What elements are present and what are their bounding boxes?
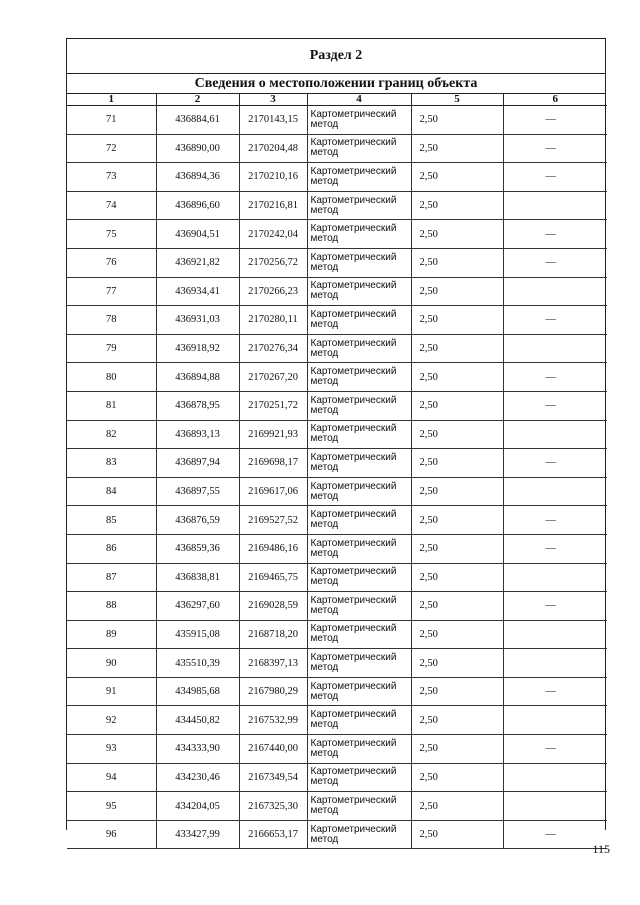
description-cell [503, 763, 607, 792]
method-line-1: Картометрический [310, 737, 397, 749]
method-line-1: Картометрический [310, 223, 397, 235]
table-row [67, 106, 607, 135]
method-line-1: Картометрический [310, 194, 397, 206]
method-line-2: метод [310, 547, 339, 559]
accuracy-cell: 2,50 [411, 449, 503, 478]
table-row [67, 792, 607, 821]
y-coordinate-cell: 2170266,23 [239, 277, 307, 306]
method-line-2: метод [310, 376, 339, 388]
method-line-2: метод [310, 490, 339, 502]
y-coordinate-cell: 2170267,20 [239, 363, 307, 392]
method-line-1: Картометрический [310, 337, 397, 349]
x-coordinate-cell: 436893,13 [156, 420, 239, 449]
method-line-1: Картометрический [310, 251, 397, 263]
description-cell: — [503, 391, 607, 420]
x-coordinate-cell: 436918,92 [156, 334, 239, 363]
description-cell: — [503, 592, 607, 621]
table-row [67, 477, 607, 506]
accuracy-cell: 2,50 [411, 163, 503, 192]
accuracy-cell: 2,50 [411, 706, 503, 735]
x-coordinate-cell: 436838,81 [156, 563, 239, 592]
x-coordinate-cell: 434985,68 [156, 677, 239, 706]
header-row [67, 94, 607, 106]
table-row [67, 334, 607, 363]
accuracy-cell: 2,50 [411, 677, 503, 706]
description-cell: — [503, 248, 607, 277]
method-line-2: метод [310, 233, 339, 245]
method-cell [307, 248, 411, 277]
method-cell [307, 191, 411, 220]
x-coordinate-cell: 433427,99 [156, 820, 239, 849]
method-line-2: метод [310, 433, 339, 445]
x-coordinate-cell: 435510,39 [156, 649, 239, 678]
method-cell [307, 706, 411, 735]
column-header: 2 [156, 94, 239, 106]
method-cell [307, 277, 411, 306]
method-line-1: Картометрический [310, 594, 397, 606]
description-cell [503, 792, 607, 821]
method-line-2: метод [310, 576, 339, 588]
description-cell [503, 563, 607, 592]
method-cell [307, 649, 411, 678]
method-line-2: метод [310, 833, 339, 845]
accuracy-cell: 2,50 [411, 792, 503, 821]
method-line-2: метод [310, 519, 339, 531]
point-number-cell: 76 [67, 248, 156, 277]
table-row [67, 134, 607, 163]
point-number-cell: 81 [67, 391, 156, 420]
method-line-1: Картометрический [310, 709, 397, 721]
point-number-cell: 74 [67, 191, 156, 220]
accuracy-cell: 2,50 [411, 649, 503, 678]
y-coordinate-cell: 2169921,93 [239, 420, 307, 449]
method-line-1: Картометрический [310, 623, 397, 635]
method-line-2: метод [310, 118, 339, 130]
method-line-1: Картометрический [310, 480, 397, 492]
description-cell [503, 620, 607, 649]
y-coordinate-cell: 2170276,34 [239, 334, 307, 363]
description-cell: — [503, 449, 607, 478]
method-line-1: Картометрический [310, 394, 397, 406]
y-coordinate-cell: 2170204,48 [239, 134, 307, 163]
point-number-cell: 94 [67, 763, 156, 792]
method-line-1: Картометрический [310, 509, 397, 521]
point-number-cell: 87 [67, 563, 156, 592]
method-cell [307, 534, 411, 563]
method-line-2: метод [310, 719, 339, 731]
y-coordinate-cell: 2170143,15 [239, 106, 307, 135]
method-line-1: Картометрический [310, 795, 397, 807]
method-cell [307, 477, 411, 506]
point-number-cell: 95 [67, 792, 156, 821]
method-line-2: метод [310, 461, 339, 473]
y-coordinate-cell: 2167980,29 [239, 677, 307, 706]
method-line-2: метод [310, 805, 339, 817]
method-line-2: метод [310, 147, 339, 159]
table-row [67, 735, 607, 764]
method-line-2: метод [310, 290, 339, 302]
x-coordinate-cell: 436859,36 [156, 534, 239, 563]
accuracy-cell: 2,50 [411, 763, 503, 792]
y-coordinate-cell: 2170242,04 [239, 220, 307, 249]
point-number-cell: 91 [67, 677, 156, 706]
accuracy-cell: 2,50 [411, 592, 503, 621]
description-cell [503, 706, 607, 735]
x-coordinate-cell: 436934,41 [156, 277, 239, 306]
table-row [67, 449, 607, 478]
accuracy-cell: 2,50 [411, 191, 503, 220]
x-coordinate-cell: 436897,55 [156, 477, 239, 506]
method-cell [307, 449, 411, 478]
description-cell [503, 649, 607, 678]
table-row [67, 220, 607, 249]
method-cell [307, 420, 411, 449]
accuracy-cell: 2,50 [411, 563, 503, 592]
method-cell [307, 677, 411, 706]
method-cell [307, 306, 411, 335]
section-title: Раздел 2 [67, 39, 605, 74]
table-row [67, 763, 607, 792]
table-row [67, 649, 607, 678]
method-line-2: метод [310, 318, 339, 330]
description-cell: — [503, 106, 607, 135]
table-row [67, 820, 607, 849]
method-line-1: Картометрический [310, 137, 397, 149]
method-line-2: метод [310, 776, 339, 788]
x-coordinate-cell: 435915,08 [156, 620, 239, 649]
method-line-1: Картометрический [310, 766, 397, 778]
point-number-cell: 75 [67, 220, 156, 249]
y-coordinate-cell: 2169698,17 [239, 449, 307, 478]
method-cell [307, 592, 411, 621]
column-header: 4 [307, 94, 411, 106]
point-number-cell: 85 [67, 506, 156, 535]
x-coordinate-cell: 436894,36 [156, 163, 239, 192]
method-cell [307, 363, 411, 392]
method-line-1: Картометрический [310, 423, 397, 435]
description-cell: — [503, 820, 607, 849]
accuracy-cell: 2,50 [411, 420, 503, 449]
x-coordinate-cell: 434230,46 [156, 763, 239, 792]
method-line-1: Картометрический [310, 680, 397, 692]
method-cell [307, 620, 411, 649]
description-cell [503, 477, 607, 506]
y-coordinate-cell: 2169527,52 [239, 506, 307, 535]
x-coordinate-cell: 436876,59 [156, 506, 239, 535]
table-row [67, 592, 607, 621]
description-cell: — [503, 363, 607, 392]
y-coordinate-cell: 2168397,13 [239, 649, 307, 678]
method-cell [307, 792, 411, 821]
y-coordinate-cell: 2170251,72 [239, 391, 307, 420]
description-cell [503, 191, 607, 220]
method-line-1: Картометрический [310, 366, 397, 378]
method-line-2: метод [310, 747, 339, 759]
method-cell [307, 134, 411, 163]
accuracy-cell: 2,50 [411, 620, 503, 649]
x-coordinate-cell: 436884,61 [156, 106, 239, 135]
method-line-2: метод [310, 261, 339, 273]
x-coordinate-cell: 436297,60 [156, 592, 239, 621]
table-row [67, 677, 607, 706]
method-line-1: Картометрический [310, 566, 397, 578]
method-line-2: метод [310, 404, 339, 416]
method-line-1: Картометрический [310, 823, 397, 835]
accuracy-cell: 2,50 [411, 220, 503, 249]
accuracy-cell: 2,50 [411, 334, 503, 363]
method-line-1: Картометрический [310, 165, 397, 177]
page-number: 115 [592, 842, 610, 856]
description-cell: — [503, 220, 607, 249]
y-coordinate-cell: 2167325,30 [239, 792, 307, 821]
table-row [67, 277, 607, 306]
point-number-cell: 82 [67, 420, 156, 449]
method-line-2: метод [310, 204, 339, 216]
coordinates-table [67, 94, 607, 849]
accuracy-cell: 2,50 [411, 248, 503, 277]
accuracy-cell: 2,50 [411, 106, 503, 135]
description-cell [503, 334, 607, 363]
method-line-2: метод [310, 604, 339, 616]
accuracy-cell: 2,50 [411, 391, 503, 420]
method-cell [307, 334, 411, 363]
point-number-cell: 88 [67, 592, 156, 621]
table-row [67, 363, 607, 392]
table-row [67, 506, 607, 535]
method-cell [307, 820, 411, 849]
y-coordinate-cell: 2168718,20 [239, 620, 307, 649]
table-row [67, 306, 607, 335]
table-title: Сведения о местоположении границ объекта [67, 74, 605, 94]
y-coordinate-cell: 2166653,17 [239, 820, 307, 849]
method-cell [307, 391, 411, 420]
method-cell [307, 220, 411, 249]
point-number-cell: 80 [67, 363, 156, 392]
point-number-cell: 78 [67, 306, 156, 335]
x-coordinate-cell: 434450,82 [156, 706, 239, 735]
table-row [67, 163, 607, 192]
description-cell: — [503, 735, 607, 764]
x-coordinate-cell: 436896,60 [156, 191, 239, 220]
method-line-1: Картометрический [310, 451, 397, 463]
accuracy-cell: 2,50 [411, 820, 503, 849]
y-coordinate-cell: 2170216,81 [239, 191, 307, 220]
description-cell: — [503, 506, 607, 535]
method-line-2: метод [310, 347, 339, 359]
y-coordinate-cell: 2170256,72 [239, 248, 307, 277]
table-row [67, 391, 607, 420]
table-row [67, 563, 607, 592]
method-line-2: метод [310, 690, 339, 702]
x-coordinate-cell: 436890,00 [156, 134, 239, 163]
method-cell [307, 506, 411, 535]
x-coordinate-cell: 436904,51 [156, 220, 239, 249]
accuracy-cell: 2,50 [411, 277, 503, 306]
point-number-cell: 79 [67, 334, 156, 363]
table-row [67, 248, 607, 277]
point-number-cell: 93 [67, 735, 156, 764]
document-frame [66, 38, 606, 845]
accuracy-cell: 2,50 [411, 134, 503, 163]
x-coordinate-cell: 436897,94 [156, 449, 239, 478]
table-row [67, 191, 607, 220]
point-number-cell: 73 [67, 163, 156, 192]
x-coordinate-cell: 436878,95 [156, 391, 239, 420]
column-header: 5 [411, 94, 503, 106]
description-cell [503, 420, 607, 449]
method-cell [307, 735, 411, 764]
table-row [67, 534, 607, 563]
y-coordinate-cell: 2170280,11 [239, 306, 307, 335]
point-number-cell: 77 [67, 277, 156, 306]
method-cell [307, 163, 411, 192]
y-coordinate-cell: 2169617,06 [239, 477, 307, 506]
column-header: 1 [67, 94, 156, 106]
method-line-2: метод [310, 175, 339, 187]
table-row [67, 706, 607, 735]
y-coordinate-cell: 2167532,99 [239, 706, 307, 735]
accuracy-cell: 2,50 [411, 534, 503, 563]
method-cell [307, 563, 411, 592]
method-line-1: Картометрический [310, 652, 397, 664]
method-line-2: метод [310, 633, 339, 645]
point-number-cell: 83 [67, 449, 156, 478]
point-number-cell: 96 [67, 820, 156, 849]
method-cell [307, 763, 411, 792]
table-row [67, 420, 607, 449]
method-line-1: Картометрический [310, 280, 397, 292]
y-coordinate-cell: 2167349,54 [239, 763, 307, 792]
y-coordinate-cell: 2170210,16 [239, 163, 307, 192]
method-line-1: Картометрический [310, 308, 397, 320]
point-number-cell: 72 [67, 134, 156, 163]
point-number-cell: 71 [67, 106, 156, 135]
point-number-cell: 84 [67, 477, 156, 506]
method-cell [307, 106, 411, 135]
point-number-cell: 92 [67, 706, 156, 735]
point-number-cell: 86 [67, 534, 156, 563]
description-cell: — [503, 306, 607, 335]
description-cell: — [503, 134, 607, 163]
x-coordinate-cell: 434204,05 [156, 792, 239, 821]
point-number-cell: 89 [67, 620, 156, 649]
accuracy-cell: 2,50 [411, 506, 503, 535]
method-line-1: Картометрический [310, 108, 397, 120]
point-number-cell: 90 [67, 649, 156, 678]
y-coordinate-cell: 2167440,00 [239, 735, 307, 764]
x-coordinate-cell: 436931,03 [156, 306, 239, 335]
accuracy-cell: 2,50 [411, 735, 503, 764]
x-coordinate-cell: 436921,82 [156, 248, 239, 277]
x-coordinate-cell: 434333,90 [156, 735, 239, 764]
accuracy-cell: 2,50 [411, 477, 503, 506]
description-cell: — [503, 677, 607, 706]
y-coordinate-cell: 2169486,16 [239, 534, 307, 563]
method-line-2: метод [310, 662, 339, 674]
description-cell: — [503, 163, 607, 192]
method-line-1: Картометрический [310, 537, 397, 549]
accuracy-cell: 2,50 [411, 363, 503, 392]
accuracy-cell: 2,50 [411, 306, 503, 335]
description-cell: — [503, 534, 607, 563]
y-coordinate-cell: 2169028,59 [239, 592, 307, 621]
y-coordinate-cell: 2169465,75 [239, 563, 307, 592]
column-header: 6 [503, 94, 607, 106]
description-cell [503, 277, 607, 306]
column-header: 3 [239, 94, 307, 106]
table-row [67, 620, 607, 649]
x-coordinate-cell: 436894,88 [156, 363, 239, 392]
